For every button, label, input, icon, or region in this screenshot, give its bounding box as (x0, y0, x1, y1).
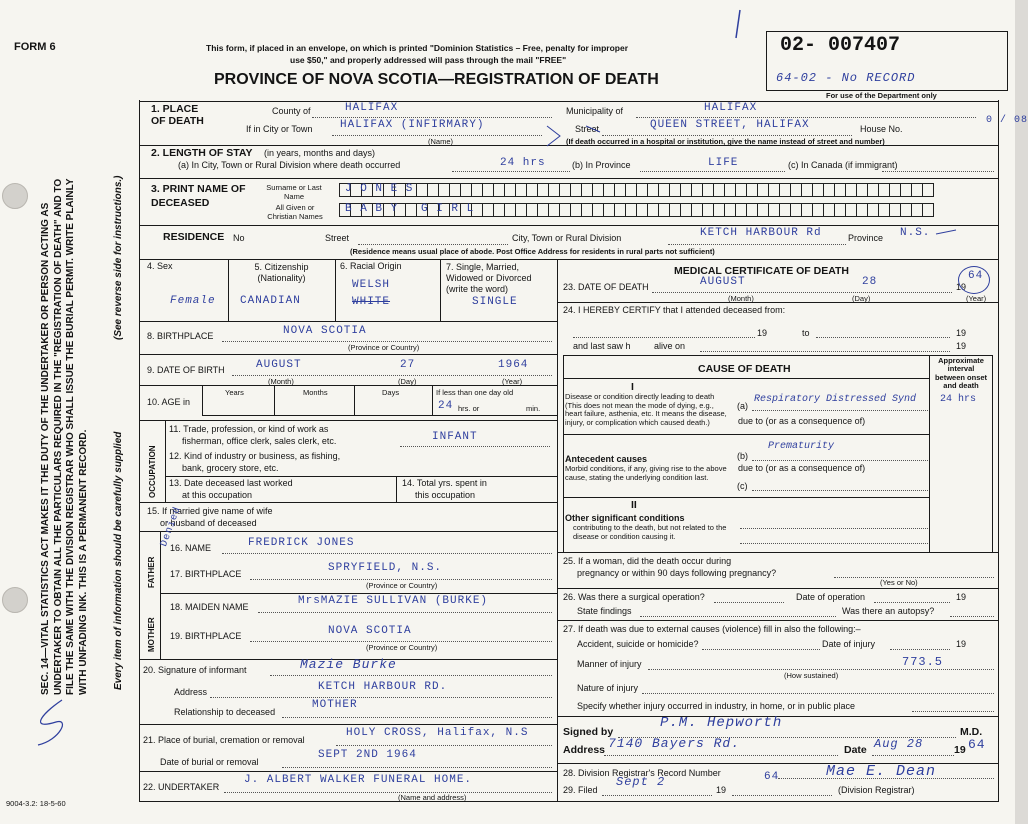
mail-notice-1: This form, if placed in an envelope, on which is printed "Dominion Statistics – Free, penalty for improper (206, 43, 629, 53)
side-instructions: SEC. 14—VITAL STATISTICS ACT MAKES IT THE DUTY OF THE UNDERTAKER OR PERSON ACTING AS UNDERTAKER TO OBTAIN ALL THE PARTICULARS REQUIRED IN THE "REGISTRATION OF DEATH" AND TO FILE THE SAME WITH THE DIVISION REGISTRAR WHO SHALL ISSUE THE BURIAL PERMIT. WRITE PLAINLY WITH UNFADING INK. THIS IS A PERMANENT RECORD. (40, 178, 89, 695)
stay-b-value: LIFE (708, 157, 739, 169)
sign-date-label: Date (844, 744, 867, 756)
registration-note: 64-02 - No RECORD (776, 71, 916, 85)
mother-maiden-name-label: 18. MAIDEN NAME (170, 602, 249, 612)
surname-value: JONES (345, 183, 422, 195)
form-title: PROVINCE OF NOVA SCOTIA—REGISTRATION OF DEATH (214, 71, 659, 88)
q25-line2: pregnancy or within 90 days following pregnancy? (577, 568, 777, 578)
cause-of-death-title: CAUSE OF DEATH (698, 363, 791, 375)
hospital-note: (If death occurred in a hospital or institution, give the name instead of street and number) (566, 137, 885, 146)
relationship-label: Relationship to deceased (174, 707, 276, 717)
city-name-caption: (Name) (428, 137, 454, 146)
q15-line2: or husband of deceased (160, 518, 257, 528)
residence-division-value: KETCH HARBOUR Rd (700, 227, 822, 239)
dob-day-caption: (Day) (398, 377, 417, 386)
father-birthplace-value: SPRYFIELD, N.S. (328, 562, 443, 574)
filed-year-prefix: 19 (716, 785, 727, 795)
department-use-label: For use of the Department only (826, 91, 937, 100)
age-months-caption: Months (303, 388, 328, 397)
burial-date-label: Date of burial or removal (160, 757, 259, 767)
icd-code: 773.5 (902, 655, 944, 669)
informant-address-label: Address (174, 687, 208, 697)
margin-note: 0 / 08 (986, 115, 1028, 126)
death-day-caption: (Day) (852, 294, 871, 303)
county-value: HALIFAX (345, 102, 399, 114)
how-sustained-caption: (How sustained) (784, 671, 839, 680)
q14-line2: this occupation (415, 490, 476, 500)
print-name-label: 3. PRINT NAME OF DECEASED (151, 183, 246, 209)
citizenship-label: 5. Citizenship (Nationality) (254, 262, 309, 283)
physician-address-value: 7140 Bayers Rd. (608, 736, 741, 751)
less-than-day-caption: If less than one day old (436, 388, 514, 397)
municipality-label: Municipality of (566, 106, 624, 116)
nature-label: Nature of injury (577, 683, 639, 693)
registration-number: 02- 007407 (780, 34, 901, 57)
mother-maiden-name-value: MrsMAZIE SULLIVAN (BURKE) (298, 595, 489, 607)
manner-label: Manner of injury (577, 659, 642, 669)
street-value: QUEEN STREET, HALIFAX (650, 119, 810, 131)
record-number-label: 28. Division Registrar's Record Number (563, 768, 721, 778)
marital-status-label: 7. Single, Married, Widowed or Divorced (write the word) (446, 262, 532, 294)
autopsy-label: Was there an autopsy? (842, 606, 935, 616)
part-one-roman: I (631, 381, 634, 393)
physician-address-label: Address (563, 744, 606, 756)
stay-c-label: (c) In Canada (if immigrant) (788, 160, 898, 170)
antecedent-description: Morbid conditions, if any, giving rise to the above cause, stating the underlying condition last. (565, 464, 727, 482)
father-name-value: FREDRICK JONES (248, 537, 355, 549)
marital-status-value: SINGLE (472, 296, 518, 308)
residence-province-value: N.S. (900, 227, 931, 239)
due-to-2: due to (or as a consequence of) (738, 463, 866, 473)
q14-line1: 14. Total yrs. spent in (402, 478, 487, 488)
dob-day: 27 (400, 359, 416, 371)
racial-origin-struck: WHITE (352, 296, 391, 308)
stay-b-label: (b) In Province (572, 160, 631, 170)
cause-c-prefix: (c) (737, 481, 748, 491)
q12-line1: 12. Kind of industry or business, as fishing, (169, 451, 341, 461)
place-of-death-label: 1. PLACE OF DEATH (151, 103, 204, 127)
q25-line1: 25. If a woman, did the death occur during (563, 556, 732, 566)
burial-place-value: HOLY CROSS, Halifax, N.S (346, 727, 529, 739)
q13-line2: at this occupation (182, 490, 253, 500)
dob-year-caption: (Year) (502, 377, 523, 386)
antecedent-label: Antecedent causes (565, 454, 648, 464)
residence-label: RESIDENCE (163, 231, 225, 243)
father-birthplace-caption: (Province or Country) (366, 581, 438, 590)
mother-birthplace-label: 19. BIRTHPLACE (170, 631, 242, 641)
given-name-value: BABY GIRL (345, 203, 482, 215)
filed-label: 29. Filed (563, 785, 598, 795)
last-saw-label: and last saw h (573, 341, 631, 351)
attendance-to: to (802, 328, 810, 338)
medical-certificate-title: MEDICAL CERTIFICATE OF DEATH (674, 265, 849, 277)
operation-date-label: Date of operation (796, 592, 866, 602)
undertaker-label: 22. UNDERTAKER (143, 782, 220, 792)
mother-side-label: MOTHER (147, 617, 156, 652)
father-side-label: FATHER (147, 556, 156, 588)
state-findings-label: State findings (577, 606, 632, 616)
mother-birthplace-value: NOVA SCOTIA (328, 625, 412, 637)
citizenship-value: CANADIAN (240, 295, 301, 307)
cause-a-prefix: (a) (737, 401, 748, 411)
relationship-value: MOTHER (312, 699, 358, 711)
racial-origin-value: WELSH (352, 279, 391, 291)
interval-title: Approximate interval between onset and death (934, 356, 988, 390)
dob-label: 9. DATE OF BIRTH (147, 365, 225, 375)
side-reverse-note: (See reverse side for instructions.) (113, 175, 124, 340)
municipality-value: HALIFAX (704, 102, 758, 114)
age-label: 10. AGE in (147, 397, 191, 407)
cause-a-value: Respiratory Distressed Synd (754, 394, 917, 405)
q13-line1: 13. Date deceased last worked (169, 478, 293, 488)
city-label: If in City or Town (246, 124, 313, 134)
other-conditions-label: Other significant conditions (565, 513, 685, 523)
sign-year-prefix: 19 (954, 744, 966, 756)
residence-street-label: Street (325, 233, 350, 243)
operation-year-prefix: 19 (956, 592, 967, 602)
age-hours-value: 24 (438, 400, 454, 412)
attendance-label: 24. I HEREBY CERTIFY that I attended deceased from: (563, 305, 786, 315)
md-label: M.D. (960, 726, 983, 738)
birthplace-caption: (Province or Country) (348, 343, 420, 352)
informant-address-value: KETCH HARBOUR RD. (318, 681, 448, 693)
q11-value: INFANT (432, 431, 478, 443)
mother-birthplace-caption: (Province or Country) (366, 643, 438, 652)
death-day: 28 (862, 276, 878, 288)
street-label: Street (575, 124, 600, 134)
sign-date-value: Aug 28 (874, 737, 924, 751)
given-names-label: All Given or Christian Names (267, 203, 323, 221)
father-name-label: 16. NAME (170, 543, 212, 553)
cause-b-prefix: (b) (737, 451, 748, 461)
part-two-roman: II (631, 499, 637, 511)
yes-no-caption: (Yes or No) (880, 578, 918, 587)
dob-year: 1964 (498, 359, 529, 371)
minutes-caption: min. (526, 404, 541, 413)
physician-signature: P.M. Hepworth (660, 715, 783, 731)
q27-label: 27. If death was due to external causes (violence) fill in also the following:– (563, 624, 861, 634)
alive-year-prefix: 19 (956, 341, 967, 351)
due-to-1: due to (or as a consequence of) (738, 416, 866, 426)
alive-on-label: alive on (654, 341, 686, 351)
form-number: FORM 6 (14, 41, 56, 53)
stay-a-value: 24 hrs (500, 157, 546, 169)
age-years-caption: Years (225, 388, 244, 397)
registrar-signature: Mae E. Dean (826, 763, 937, 780)
attendance-year-prefix: 19 (757, 328, 768, 338)
other-conditions-description: contributing to the death, but not related to the disease or condition causing it. (573, 523, 727, 541)
informant-signature: Mazie Burke (300, 657, 397, 672)
residence-no-label: No (233, 233, 245, 243)
racial-origin-label: 6. Racial Origin (340, 261, 402, 271)
hours-caption: hrs. or (458, 404, 480, 413)
accident-label: Accident, suicide or homicide? (577, 639, 699, 649)
length-of-stay-sub: (in years, months and days) (264, 148, 376, 158)
surname-label: Surname or Last Name (266, 183, 322, 201)
county-label: County of (272, 106, 311, 116)
death-month: AUGUST (700, 276, 746, 288)
q12-line2: bank, grocery store, etc. (182, 463, 279, 473)
birthplace-label: 8. BIRTHPLACE (147, 331, 214, 341)
margin-signature: Denied (159, 505, 184, 549)
house-number-label: House No. (860, 124, 903, 134)
q11-line2: fisherman, office clerk, sales clerk, etc. (182, 436, 337, 446)
residence-province-label: Province (848, 233, 884, 243)
birthplace-value: NOVA SCOTIA (283, 325, 367, 337)
length-of-stay-label: 2. LENGTH OF STAY (151, 147, 253, 159)
q26-label: 26. Was there a surgical operation? (563, 592, 705, 602)
injury-year-prefix: 19 (956, 639, 967, 649)
burial-place-label: 21. Place of burial, cremation or removal (143, 735, 305, 745)
age-days-caption: Days (382, 388, 400, 397)
dob-month-caption: (Month) (268, 377, 294, 386)
mail-notice-2: use $50," and properly addressed will pass through the mail "FREE" (290, 55, 567, 65)
division-registrar-caption: (Division Registrar) (838, 785, 915, 795)
cause-b-value: Prematurity (768, 441, 835, 452)
q11-line1: 11. Trade, profession, or kind of work as (169, 424, 329, 434)
death-year-prefix: 19 (956, 282, 967, 292)
q15-line1: 15. If married give name of wife (147, 506, 273, 516)
dob-month: AUGUST (256, 359, 302, 371)
occupation-side-label: OCCUPATION (148, 445, 157, 498)
residence-note: (Residence means usual place of abode. Post Office Address for residents in rural parts not sufficient) (350, 247, 715, 256)
date-of-death-label: 23. DATE OF DEATH (563, 282, 649, 292)
interval-a-value: 24 hrs (940, 394, 977, 405)
informant-signature-label: 20. Signature of informant (143, 665, 247, 675)
form-code: 9004-3.2: 18-5-60 (6, 799, 66, 808)
death-year: 64 (968, 270, 984, 282)
sex-value: Female (170, 295, 216, 307)
death-month-caption: (Month) (728, 294, 754, 303)
signed-by-label: Signed by (563, 726, 614, 738)
filed-year: 64 (764, 771, 780, 783)
attendance-year-prefix-2: 19 (956, 328, 967, 338)
father-birthplace-label: 17. BIRTHPLACE (170, 569, 242, 579)
sex-label: 4. Sex (147, 261, 173, 271)
disease-description: Disease or condition directly leading to death (This does not mean the mode of dying, e.g., heart failure, asthenia, etc. It means the disease, injury, or complication which caused death.) (565, 392, 727, 427)
stay-a-label: (a) In City, Town or Rural Division where death occurred (178, 160, 401, 170)
sign-year: 64 (968, 737, 986, 752)
side-supplied-note: Every item of information should be carefully supplied (113, 431, 124, 690)
injury-date-label: Date of injury (822, 639, 876, 649)
death-year-caption: (Year) (966, 294, 987, 303)
undertaker-caption: (Name and address) (398, 793, 467, 802)
city-value: HALIFAX (INFIRMARY) (340, 119, 485, 131)
burial-date-value: SEPT 2ND 1964 (318, 749, 417, 761)
specify-label: Specify whether injury occurred in industry, in home, or in public place (577, 701, 855, 711)
undertaker-value: J. ALBERT WALKER FUNERAL HOME. (244, 774, 473, 786)
residence-division-label: City, Town or Rural Division (512, 233, 622, 243)
filed-date-value: Sept 2 (616, 775, 666, 789)
